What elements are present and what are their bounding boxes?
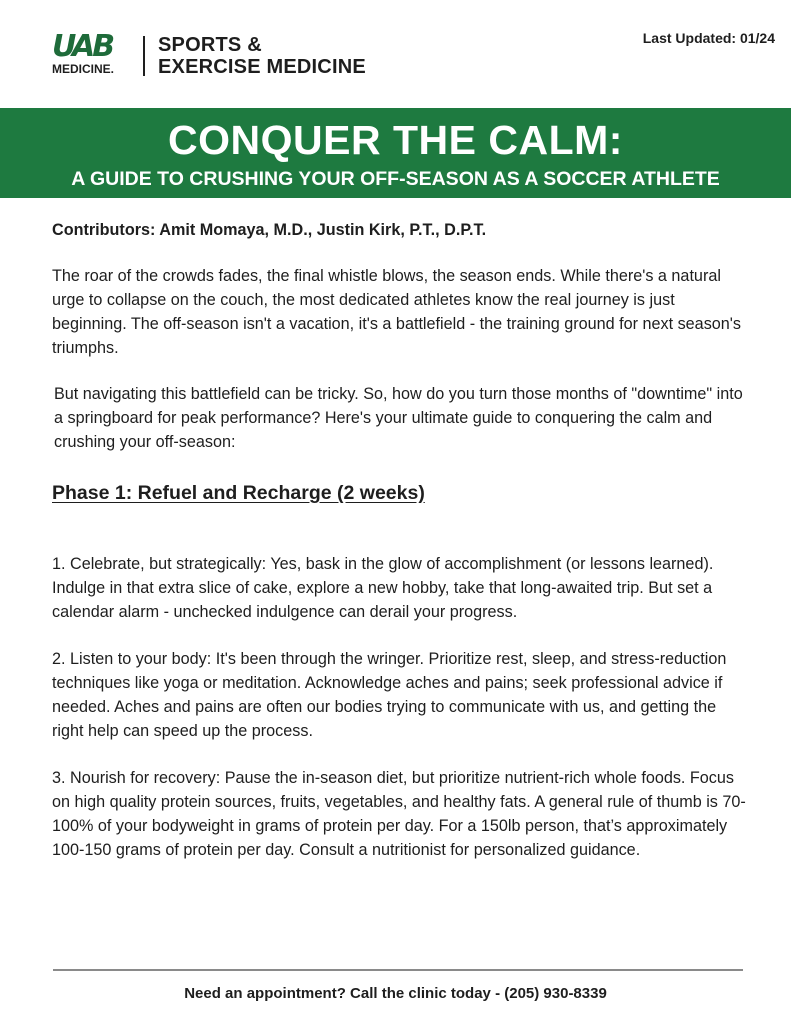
list-item: 2. Listen to your body: It's been through the wringer. Prioritize rest, sleep, and stress-reduction techniques like yoga or meditation. Acknowledge aches and pains; seek professional advice if needed. Aches and pains are often our bodies trying to communicate with us, and getting the right help can speed up the process.	[52, 650, 727, 740]
intro-paragraph-2: But navigating this battlefield can be tricky. So, how do you turn those months of "downtime" into a springboard for peak performance? Here's your ultimate guide to conquering the calm and crushing your off-season:	[54, 385, 743, 451]
page-title: CONQUER THE CALM:	[168, 117, 623, 163]
logo-subtext: MEDICINE.	[52, 62, 115, 76]
phase-items	[52, 552, 752, 862]
uab-medicine-logo	[52, 29, 132, 78]
department-line-2: EXERCISE MEDICINE	[158, 56, 366, 78]
department-name	[158, 34, 366, 78]
footer-appointment: Need an appointment? Call the clinic today - (205) 930-8339	[184, 985, 607, 1002]
phase-heading: Phase 1: Refuel and Recharge (2 weeks)	[52, 482, 425, 504]
list-item: 3. Nourish for recovery: Pause the in-season diet, but prioritize nutrient-rich whole foods. Focus on high quality protein sources, fruits, vegetables, and healthy fats. A general rule of thumb is 70-100% of your bodyweight in grams of protein per day. For a 150lb person, that’s approximately 100-150 grams of protein per day. Consult a nutritionist for personalized guidance.	[52, 769, 746, 859]
page-header	[0, 0, 791, 108]
department-line-1: SPORTS &	[158, 34, 262, 56]
article-body	[52, 218, 752, 885]
footer-divider	[53, 969, 743, 971]
header-divider	[143, 36, 145, 76]
list-item: 1. Celebrate, but strategically: Yes, bask in the glow of accomplishment (or lessons learned). Indulge in that extra slice of cake, explore a new hobby, take that long-awaited trip. But set a calendar alarm - unchecked indulgence can derail your progress.	[52, 555, 714, 621]
logo-mark: UAB	[52, 29, 113, 64]
contributors: Contributors: Amit Momaya, M.D., Justin Kirk, P.T., D.P.T.	[52, 221, 487, 239]
intro-paragraph-1: The roar of the crowds fades, the final whistle blows, the season ends. While there's a natural urge to collapse on the couch, the most dedicated athletes know the real journey is just beginning. The off-season isn't a vacation, it's a battlefield - the training ground for next season's triumphs.	[52, 267, 741, 357]
page-subtitle: A GUIDE TO CRUSHING YOUR OFF-SEASON AS A SOCCER ATHLETE	[71, 168, 720, 190]
title-banner	[0, 108, 791, 198]
last-updated: Last Updated: 01/24	[642, 30, 775, 46]
